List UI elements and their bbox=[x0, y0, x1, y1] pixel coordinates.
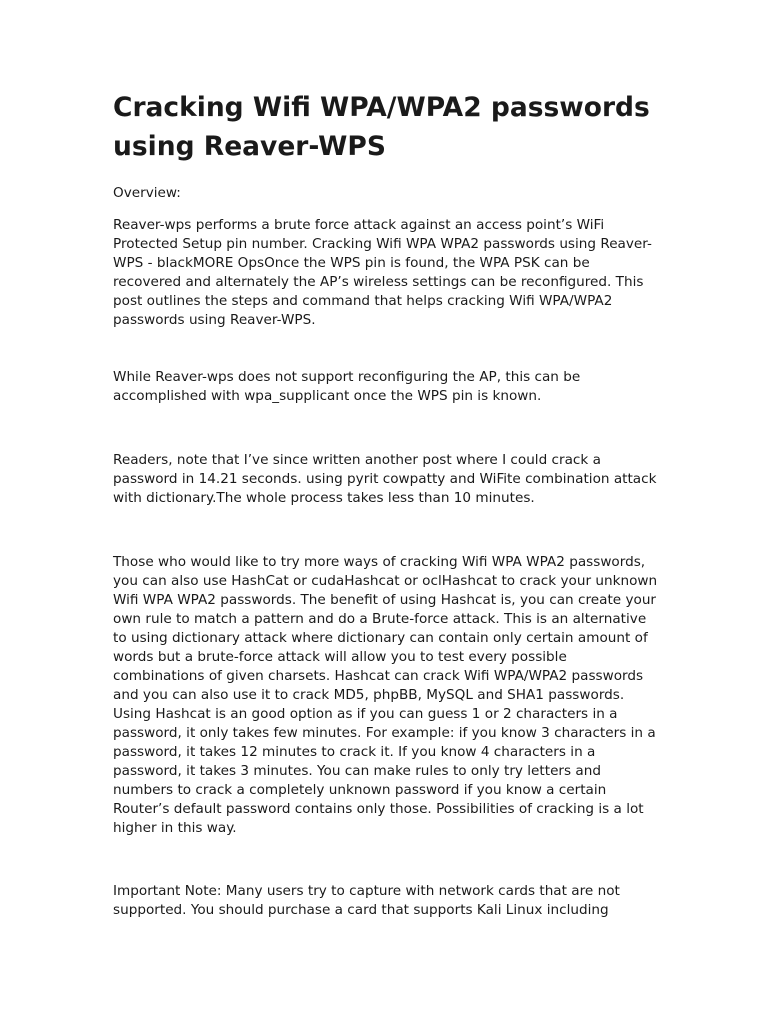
page-title: Cracking Wifi WPA/WPA2 passwords using Reaver-WPS bbox=[113, 92, 650, 162]
overview-label: Overview: bbox=[113, 185, 181, 201]
document-page bbox=[113, 88, 658, 920]
paragraph-important-note: Important Note: Many users try to capture with network cards that are not supported. You should purchase a card that supports Kali Linux including bbox=[113, 883, 620, 918]
paragraph-readers-note: Readers, note that I’ve since written another post where I could crack a password in 14.21 seconds. using pyrit cowpatty and WiFite combination attack with dictionary.The whole process takes less than 10 minutes. bbox=[113, 452, 657, 506]
paragraph-hashcat: Those who would like to try more ways of cracking Wifi WPA WPA2 passwords, you can also use HashCat or cudaHashcat or oclHashcat to crack your unknown Wifi WPA WPA2 passwords. The benefit of using Hashcat is, you can create your own rule to match a pattern and do a Brute-force attack. This is an alternative to using dictionary attack where dictionary can contain only certain amount of words but a brute-force attack will allow you to test every possible combinations of given charsets. Hashcat can crack Wifi WPA/WPA2 passwords and you can also use it to crack MD5, phpBB, MySQL and SHA1 passwords. Using Hashcat is an good option as if you can guess 1 or 2 characters in a password, it only takes few minutes. For example: if you know 3 characters in a password, it takes 12 minutes to crack it. If you know 4 characters in a password, it takes 3 minutes. You can make rules to only try letters and numbers to crack a completely unknown password if you know a certain Router’s default password contains only those. Possibilities of cracking is a lot higher in this way. bbox=[113, 554, 658, 836]
paragraph-reaver-intro: Reaver-wps performs a brute force attack against an access point’s WiFi Protected Setup pin number. Cracking Wifi WPA WPA2 passwords using Reaver-WPS - blackMORE OpsOnce the WPS pin is found, the WPA PSK can be recovered and alternately the AP’s wireless settings can be reconfigured. This post outlines the steps and command that helps cracking Wifi WPA/WPA2 passwords using Reaver-WPS. bbox=[113, 217, 652, 328]
paragraph-wpa-supplicant: While Reaver-wps does not support reconfiguring the AP, this can be accomplished with wpa_supplicant once the WPS pin is known. bbox=[113, 369, 581, 404]
